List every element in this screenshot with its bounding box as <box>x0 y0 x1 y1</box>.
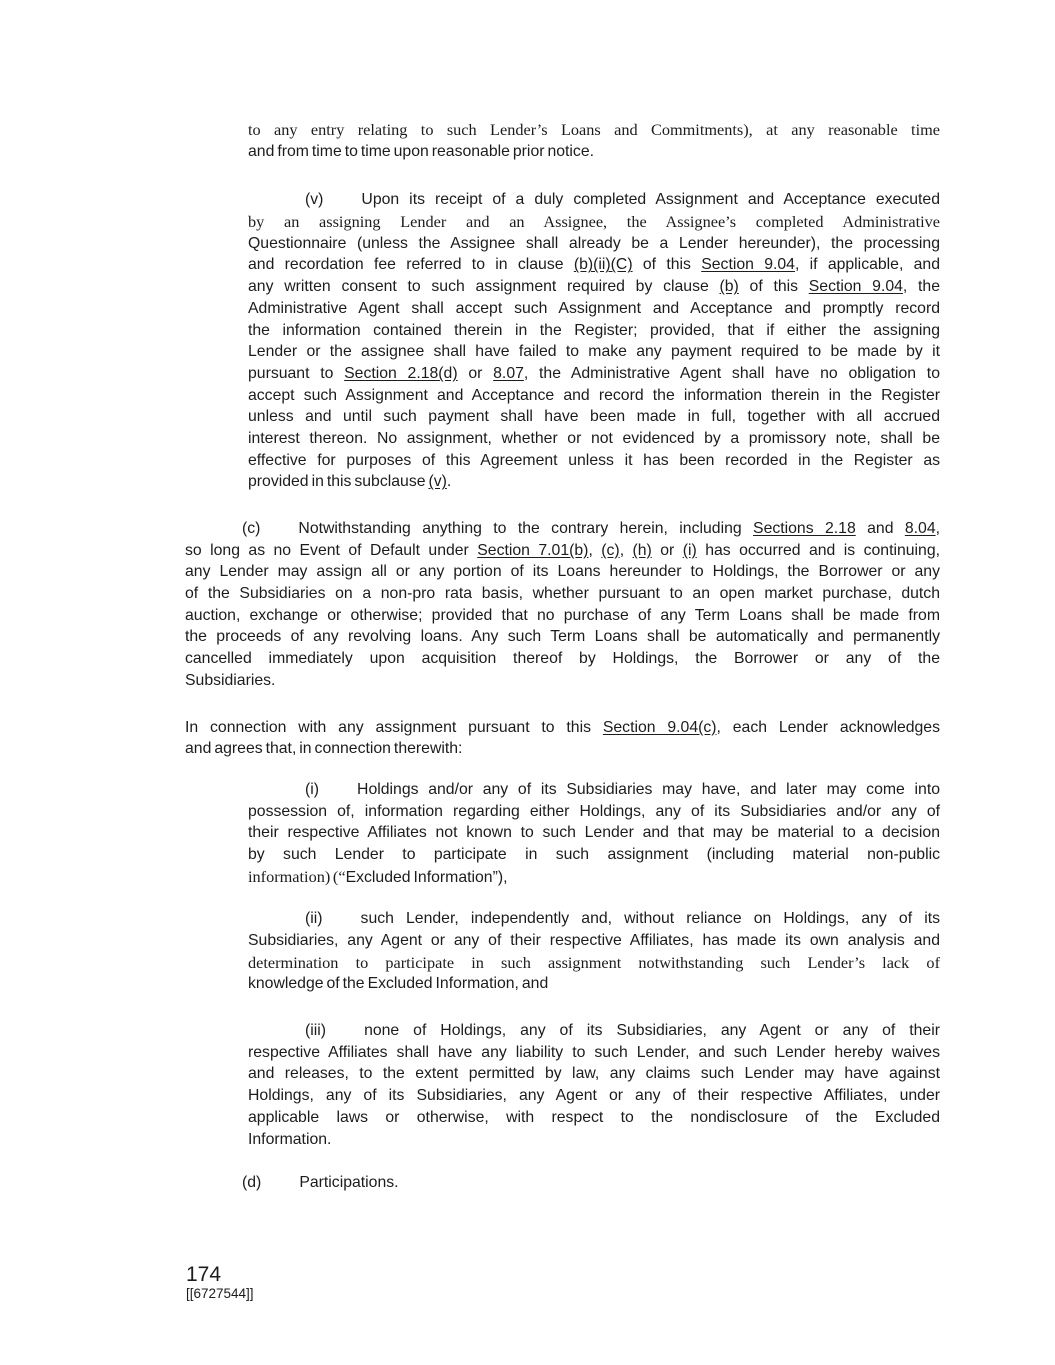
paragraph-cont <box>248 119 940 162</box>
text-run: . <box>446 473 452 491</box>
text-run: their respective Affiliates not known to such Lender and that may be material to a decision <box>248 824 940 842</box>
text-run: or <box>457 364 494 382</box>
text-run: any Lender may assign all or any portion of its Loans hereunder to Holdings, the Borrower or any <box>185 563 940 581</box>
text-run: of this <box>632 256 702 274</box>
text-run: or <box>651 541 683 559</box>
text-run: accept such Assignment and Acceptance and record the information therein in the Register <box>248 386 940 404</box>
text-run: information) (“ <box>248 866 346 886</box>
text-line <box>248 254 940 276</box>
text-line <box>185 626 940 648</box>
text-run: cancelled immediately upon acquisition thereof by Holdings, the Borrower or any of the <box>185 650 940 668</box>
text-line <box>248 119 940 141</box>
text-line <box>248 930 940 952</box>
text-run: so long as no Event of Default under <box>185 541 478 559</box>
text-run: provided in this subclause <box>248 473 429 491</box>
text-run: knowledge of the Excluded Information, and <box>248 975 549 993</box>
text-line <box>248 189 940 211</box>
section-reference: Section 9.04 <box>808 278 903 296</box>
text-run: respective Affiliates shall have any liability to such Lender, and such Lender hereby waives <box>248 1043 940 1061</box>
page-footer <box>186 1263 254 1302</box>
text-run: Subsidiaries. <box>185 671 276 689</box>
text-line <box>185 583 940 605</box>
text-line <box>248 801 940 823</box>
text-run: (d) <box>242 1174 262 1192</box>
text-line <box>248 298 940 320</box>
text-run: Subsidiaries, any Agent or any of their respective Affiliates, has made its own analysis and <box>248 932 940 949</box>
text-run: Notwithstanding anything to the contrary herein, including <box>298 520 754 537</box>
text-run: auction, exchange or otherwise; provided that no purchase of any Term Loans shall be made from <box>185 606 940 624</box>
text-line <box>248 908 940 930</box>
section-reference: Sections 2.18 <box>753 520 856 537</box>
text-run: such Lender, independently and, without reliance on Holdings, any of its <box>360 910 940 928</box>
text-line <box>185 670 940 692</box>
text-run: ”), <box>492 868 508 886</box>
text-line <box>185 605 940 627</box>
section-reference: Section 2.18(d) <box>344 364 458 382</box>
text-line <box>248 428 940 450</box>
section-reference: 8.07 <box>493 364 524 382</box>
text-line <box>248 450 940 472</box>
paragraph-v <box>248 189 940 493</box>
text-line <box>248 141 940 163</box>
text-run: determination to participate in such assignment notwithstanding such Lender’s lack of <box>248 952 940 972</box>
text-line <box>248 866 940 888</box>
section-reference: (h) <box>632 541 652 559</box>
text-line <box>248 1042 940 1064</box>
text-run: the information contained therein in the Register; provided, that if either the assigning <box>248 321 940 339</box>
text-line <box>248 211 940 233</box>
text-run: to any entry relating to such Lender’s Loans and Commitments), at any reasonable time <box>248 120 940 139</box>
text-run: In connection with any assignment pursuant to this <box>185 718 603 736</box>
text-line <box>248 363 940 385</box>
text-run: pursuant to <box>248 364 345 382</box>
paragraph-iii <box>248 1020 940 1150</box>
text-line <box>185 648 940 670</box>
text-run: Administrative Agent shall accept such Assignment and Acceptance and promptly record <box>248 299 940 317</box>
text-run: , if applicable, and <box>794 256 940 274</box>
text-run: by an assigning Lender and an Assignee, the Assignee’s completed Administrative <box>248 212 940 232</box>
text-line <box>248 1020 940 1042</box>
section-reference: 8.04 <box>904 520 936 537</box>
section-reference: (b) <box>719 278 739 296</box>
paragraph-i <box>248 779 940 887</box>
text-run: Holdings and/or any of its Subsidiaries may have, and later may come into <box>357 780 940 798</box>
text-run: (ii) <box>305 910 323 928</box>
text-line <box>185 540 940 562</box>
text-run: Upon its receipt of a duly completed Assignment and Acceptance executed <box>361 191 940 209</box>
paragraph-c <box>185 518 940 692</box>
text-run: and releases, to the extent permitted by law, any claims such Lender may have against <box>248 1065 940 1083</box>
text-run: and from time to time upon reasonable prior notice. <box>248 142 594 160</box>
text-line <box>248 406 940 428</box>
text-run: applicable laws or otherwise, with respect to the nondisclosure of the Excluded <box>248 1108 940 1126</box>
text-run: (i) <box>305 780 320 798</box>
text-line <box>185 717 940 739</box>
text-line <box>248 341 940 363</box>
document-id: [[6727544]] <box>186 1286 254 1301</box>
text-run: interest thereon. No assignment, whether or not evidenced by a promissory note, shall be <box>248 429 940 447</box>
text-line <box>248 844 940 866</box>
text-run: of the Subsidiaries on a non-pro rata basis, whether pursuant to an open market purchase, dutch <box>185 585 940 603</box>
text-run: (iii) <box>305 1022 327 1040</box>
text-run: Lender or the assignee shall have failed to make any payment required to be made by it <box>248 343 940 361</box>
text-run: , <box>619 541 633 559</box>
text-run: (v) <box>305 191 324 209</box>
text-line <box>248 822 940 844</box>
section-reference: (i) <box>682 541 697 559</box>
text-line <box>248 276 940 298</box>
paragraph-conn <box>185 717 940 760</box>
section-reference: (b)(ii)(C) <box>573 256 633 274</box>
text-line <box>185 738 940 760</box>
text-run: Holdings, any of its Subsidiaries, any Agent or any of their respective Affiliates, under <box>248 1087 940 1105</box>
page-number: 174 <box>186 1263 222 1286</box>
text-run: Excluded Information <box>345 868 493 886</box>
paragraph-ii <box>248 908 940 995</box>
section-reference: Section 7.01(b) <box>477 541 589 559</box>
text-line <box>248 320 940 342</box>
section-reference: Section 9.04(c) <box>602 718 717 736</box>
text-run: , <box>935 520 940 537</box>
text-line <box>185 561 940 583</box>
section-reference: (v) <box>428 473 447 491</box>
text-run: effective for purposes of this Agreement unless it has been recorded in the Register as <box>248 451 940 469</box>
text-line <box>248 1063 940 1085</box>
text-run: (c) <box>242 520 261 537</box>
text-line <box>248 952 940 974</box>
text-run: and recordation fee referred to in clause <box>248 256 574 274</box>
text-line <box>248 385 940 407</box>
text-run: by such Lender to participate in such assignment (including material non-public <box>248 845 940 863</box>
text-run: any written consent to such assignment required by clause <box>248 278 720 296</box>
text-line <box>185 1172 940 1194</box>
text-line <box>248 973 940 995</box>
paragraph-d <box>185 1172 940 1194</box>
text-line <box>185 518 940 540</box>
text-run: , each Lender acknowledges <box>716 718 940 736</box>
text-line <box>248 471 940 493</box>
text-line <box>248 233 940 255</box>
text-run: has occurred and is continuing, <box>696 541 941 559</box>
section-reference: (c) <box>601 541 620 559</box>
text-line <box>248 779 940 801</box>
text-run: , the Administrative Agent shall have no obligation to <box>523 364 940 382</box>
text-run: Questionnaire (unless the Assignee shall already be a Lender hereunder), the processing <box>248 234 940 252</box>
text-line <box>248 1085 940 1107</box>
text-run: , <box>588 541 602 559</box>
text-run: unless and until such payment shall have been made in full, together with all accrued <box>248 408 940 426</box>
text-run: none of Holdings, any of its Subsidiaries, any Agent or any of their <box>364 1022 940 1040</box>
text-run: , the <box>902 278 940 296</box>
text-run: the proceeds of any revolving loans. Any such Term Loans shall be automatically and permanently <box>185 628 940 646</box>
text-run: Participations. <box>299 1174 399 1192</box>
section-reference: Section 9.04 <box>701 256 795 274</box>
document-body <box>0 119 1055 1194</box>
text-run: Information. <box>248 1130 332 1148</box>
text-run: and <box>855 520 905 537</box>
text-line <box>248 1129 940 1151</box>
text-run: possession of, information regarding either Holdings, any of its Subsidiaries and/or any of <box>248 802 940 820</box>
text-run: of this <box>738 278 809 296</box>
text-line <box>248 1107 940 1129</box>
text-run: and agrees that, in connection therewith: <box>185 740 463 758</box>
